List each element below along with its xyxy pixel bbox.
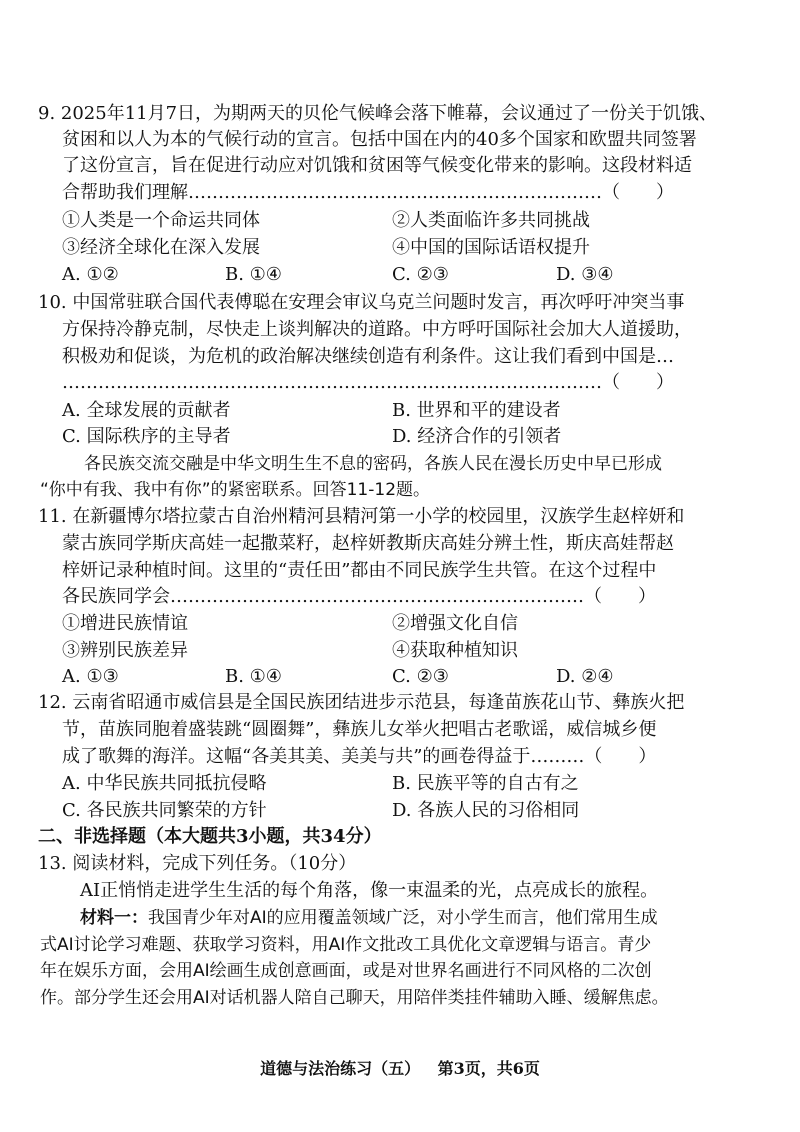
q11-statement-1: ①增进民族情谊 (62, 613, 188, 634)
q11-option-b[interactable]: B. ①④ (225, 666, 282, 687)
q13-title: 13. 阅读材料，完成下列任务。（10分） (38, 853, 357, 874)
q9-statement-1: ①人类是一个命运共同体 (62, 210, 260, 231)
q9-option-b[interactable]: B. ①④ (225, 264, 282, 285)
q11-statement-2: ②增强文化自信 (392, 613, 518, 634)
q13-material-line-3: 年在娱乐方面，会用AI绘画生成创意画面，或是对世界名画进行不同风格的二次创 (40, 961, 652, 981)
material-line-1-text: 我国青少年对AI的应用覆盖领域广泛，对小学生而言，他们常用生成 (148, 908, 658, 928)
q9-statement-2: ②人类面临许多共同挑战 (392, 210, 590, 231)
q11-option-a[interactable]: A. ①③ (62, 666, 119, 687)
q10-line-3: 积极劝和促谈，为危机的政治解决继续创造有利条件。这让我们看到中国是… (62, 346, 674, 367)
q10-line-2: 方保持冷静克制，尽快走上谈判解决的道路。中方呼吁国际社会加大人道援助， (62, 319, 692, 340)
q10-line-1: 10. 中国常驻联合国代表傅聪在安理会审议乌克兰问题时发言，再次呼吁冲突当事 (38, 292, 685, 313)
q10-option-a[interactable]: A. 全球发展的贡献者 (62, 400, 231, 421)
q11-line-4: 各民族同学会……………………………………………………………（ ） (62, 586, 656, 607)
q10-option-b[interactable]: B. 世界和平的建设者 (392, 400, 561, 421)
q10-option-d[interactable]: D. 经济合作的引领者 (392, 426, 562, 447)
q12-line-2: 节，苗族同胞着盛装跳“圆圈舞”，彝族儿女举火把唱古老歌谣，威信城乡便 (62, 719, 657, 740)
q9-statement-4: ④中国的国际话语权提升 (392, 237, 590, 258)
intro-line-2: “你中有我、我中有你”的紧密联系。回答11-12题。 (40, 480, 431, 500)
material-label: 材料一： (80, 908, 148, 928)
q12-option-c[interactable]: C. 各民族共同繁荣的方针 (62, 800, 267, 821)
q9-option-c[interactable]: C. ②③ (392, 264, 449, 285)
q12-line-1: 12. 云南省昭通市威信县是全国民族团结进步示范县，每逢苗族花山节、彝族火把 (38, 692, 685, 713)
q13-material-line-4: 作。部分学生还会用AI对话机器人陪自己聊天，用陪伴类挂件辅助入睡、缓解焦虑。 (40, 988, 669, 1008)
q12-option-a[interactable]: A. 中华民族共同抵抗侵略 (62, 773, 267, 794)
q9-line-4: 合帮助我们理解……………………………………………………………（ ） (62, 182, 674, 203)
q9-line-2: 贫困和以人为本的气候行动的宣言。包括中国在内的40多个国家和欧盟共同签署 (62, 129, 697, 150)
q9-option-a[interactable]: A. ①② (62, 264, 119, 285)
q10-line-4: ………………………………………………………………………………（ ） (62, 372, 674, 393)
q9-option-d[interactable]: D. ③④ (556, 264, 614, 285)
q12-line-3: 成了歌舞的海洋。这幅“各美其美、美美与共”的画卷得益于………（ ） (62, 746, 657, 767)
q9-statement-3: ③经济全球化在深入发展 (62, 237, 260, 258)
page-footer (0, 1058, 800, 1080)
q11-line-1: 11. 在新疆博尔塔拉蒙古自治州精河县精河第一小学的校园里，汉族学生赵梓妍和 (38, 506, 685, 527)
q11-option-c[interactable]: C. ②③ (392, 666, 449, 687)
q13-intro: AI正悄悄走进学生生活的每个角落，像一束温柔的光，点亮成长的旅程。 (80, 880, 659, 901)
q13-material-line-2: 式AI讨论学习难题、获取学习资料，用AI作文批改工具优化文章逻辑与语言。青少 (40, 935, 652, 955)
q11-statement-4: ④获取种植知识 (392, 640, 518, 661)
q11-line-2: 蒙古族同学斯庆高娃一起撒菜籽，赵梓妍教斯庆高娃分辨土性，斯庆高娃帮赵 (62, 533, 674, 554)
q11-statement-3: ③辨别民族差异 (62, 640, 188, 661)
q12-option-b[interactable]: B. 民族平等的自古有之 (392, 773, 579, 794)
q10-option-c[interactable]: C. 国际秩序的主导者 (62, 426, 231, 447)
q9-line-1: 9. 2025年11月7日，为期两天的贝伦气候峰会落下帷幕，会议通过了一份关于饥饿、 (38, 103, 718, 124)
intro-line-1: 各民族交流交融是中华文明生生不息的密码，各族人民在漫长历史中早已形成 (84, 454, 662, 474)
footer-subject: 道德与法治练习（五） (260, 1059, 421, 1078)
q11-line-3: 梓妍记录种植时间。这里的“责任田”都由不同民族学生共管。在这个过程中 (62, 560, 657, 581)
q9-line-3: 了这份宣言，旨在促进行动应对饥饿和贫困等气候变化带来的影响。这段材料适 (62, 155, 692, 176)
q11-option-d[interactable]: D. ②④ (556, 666, 614, 687)
section-2-heading: 二、非选择题（本大题共3小题，共34分） (38, 826, 382, 847)
q13-material-line-1 (80, 905, 658, 931)
q12-option-d[interactable]: D. 各族人民的习俗相同 (392, 800, 580, 821)
footer-page-number: 第3页，共6页 (437, 1059, 540, 1078)
